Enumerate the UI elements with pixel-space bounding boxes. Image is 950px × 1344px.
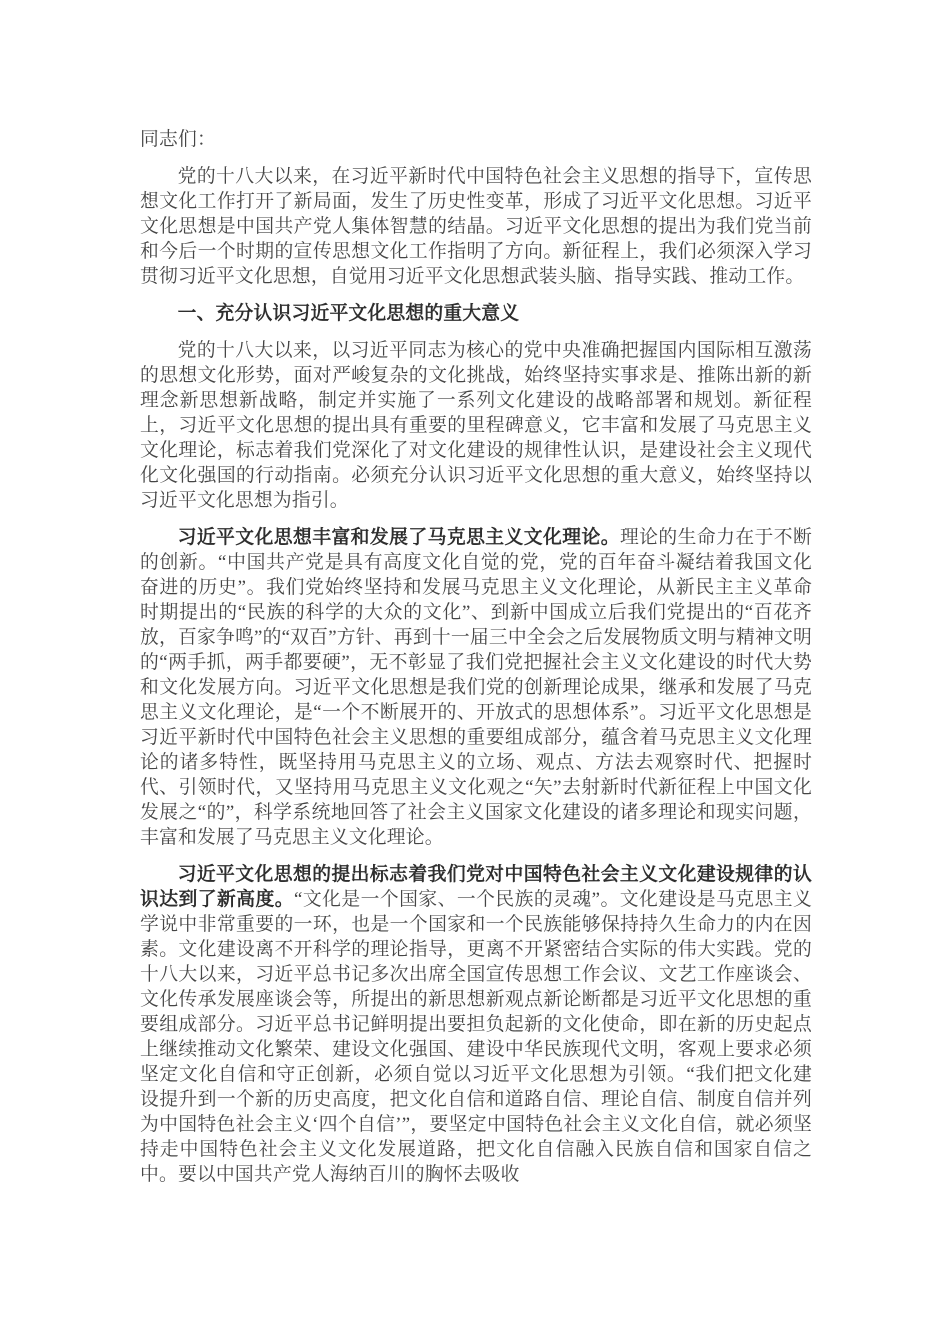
paragraph-point-2-lead: 习近平文化思想的提出标志着我们党对中国特色社会主义文化建设规律的认识达到了新高度。 (140, 864, 812, 910)
paragraph-point-2 (140, 862, 812, 1187)
paragraph-point-1-lead: 习近平文化思想丰富和发展了马克思主义文化理论。 (177, 527, 620, 548)
section-heading-1: 一、充分认识习近平文化思想的重大意义 (177, 303, 520, 324)
paragraph-intro: 党的十八大以来，在习近平新时代中国特色社会主义思想的指导下，宣传思想文化工作打开了新局面，发生了历史性变革，形成了习近平文化思想。习近平文化思想是中国共产党人集体智慧的结晶。习近平文化思想的提出为我们党当前和今后一个时期的宣传思想文化工作指明了方向。新征程上，我们必须深入学习贯彻习近平文化思想，自觉用习近平文化思想武装头脑、指导实践、推动工作。 (140, 166, 812, 287)
paragraph-point-1-body: 理论的生命力在于不断的创新。“中国共产党是具有高度文化自觉的党，党的百年奋斗凝结着我国文化奋进的历史”。我们党始终坚持和发展马克思主义文化理论，从新民主主义革命时期提出的“民族的科学的大众的文化”、到新中国成立后我们党提出的“百花齐放，百家争鸣”的“双百”方针、再到十一届三中全会之后发展物质文明与精神文明的“两手抓，两手都要硬”，无不彰显了我们党把握社会主义文化建设的时代大势和文化发展方向。习近平文化思想是我们党的创新理论成果，继承和发展了马克思主义文化理论，是“一个不断展开的、开放式的思想体系”。习近平文化思想是习近平新时代中国特色社会主义思想的重要组成部分，蕴含着马克思主义文化理论的诸多特性，既坚持用马克思主义的立场、观点、方法去观察时代、把握时代、引领时代，又坚持用马克思主义文化观之“矢”去射新时代新征程上中国文化发展之“的”，科学系统地回答了社会主义国家文化建设的诸多理论和现实问题，丰富和发展了马克思主义文化理论。 (140, 527, 813, 848)
paragraph-section1-overview: 党的十八大以来，以习近平同志为核心的党中央准确把握国内国际相互激荡的思想文化形势，面对严峻复杂的文化挑战，始终坚持实事求是、推陈出新的新理念新思想新战略，制定并实施了一系列文化建设的战略部署和规划。新征程上，习近平文化思想的提出具有重要的里程碑意义，它丰富和发展了马克思主义文化理论，标志着我们党深化了对文化建设的规律性认识，是建设社会主义现代化文化强国的行动指南。必须充分认识习近平文化思想的重大意义，始终坚持以习近平文化思想为指引。 (140, 340, 812, 511)
paragraph-point-2-body: “文化是一个国家、一个民族的灵魂”。文化建设是马克思主义学说中非常重要的一环，也是一个国家和一个民族能够保持持久生命力的内在因素。文化建设离不开科学的理论指导，更离不开紧密结合实际的伟大实践。党的十八大以来，习近平总书记多次出席全国宣传思想工作会议、文艺工作座谈会、文化传承发展座谈会等，所提出的新思想新观点新论断都是习近平文化思想的重要组成部分。习近平总书记鲜明提出要担负起新的文化使命，即在新的历史起点上继续推动文化繁荣、建设文化强国、建设中华民族现代文明，客观上要求必须坚定文化自信和守正创新，必须自觉以习近平文化思想为引领。“我们把文化建设提升到一个新的历史高度，把文化自信和道路自信、理论自信、制度自信并列为中国特色社会主义‘四个自信’”，要坚定中国特色社会主义文化自信，就必须坚持走中国特色社会主义文化发展道路，把文化自信融入民族自信和国家自信之中。要以中国共产党人海纳百川的胸怀去吸收 (140, 889, 812, 1185)
paragraph-point-1 (140, 525, 812, 850)
salutation: 同志们： (140, 129, 216, 150)
